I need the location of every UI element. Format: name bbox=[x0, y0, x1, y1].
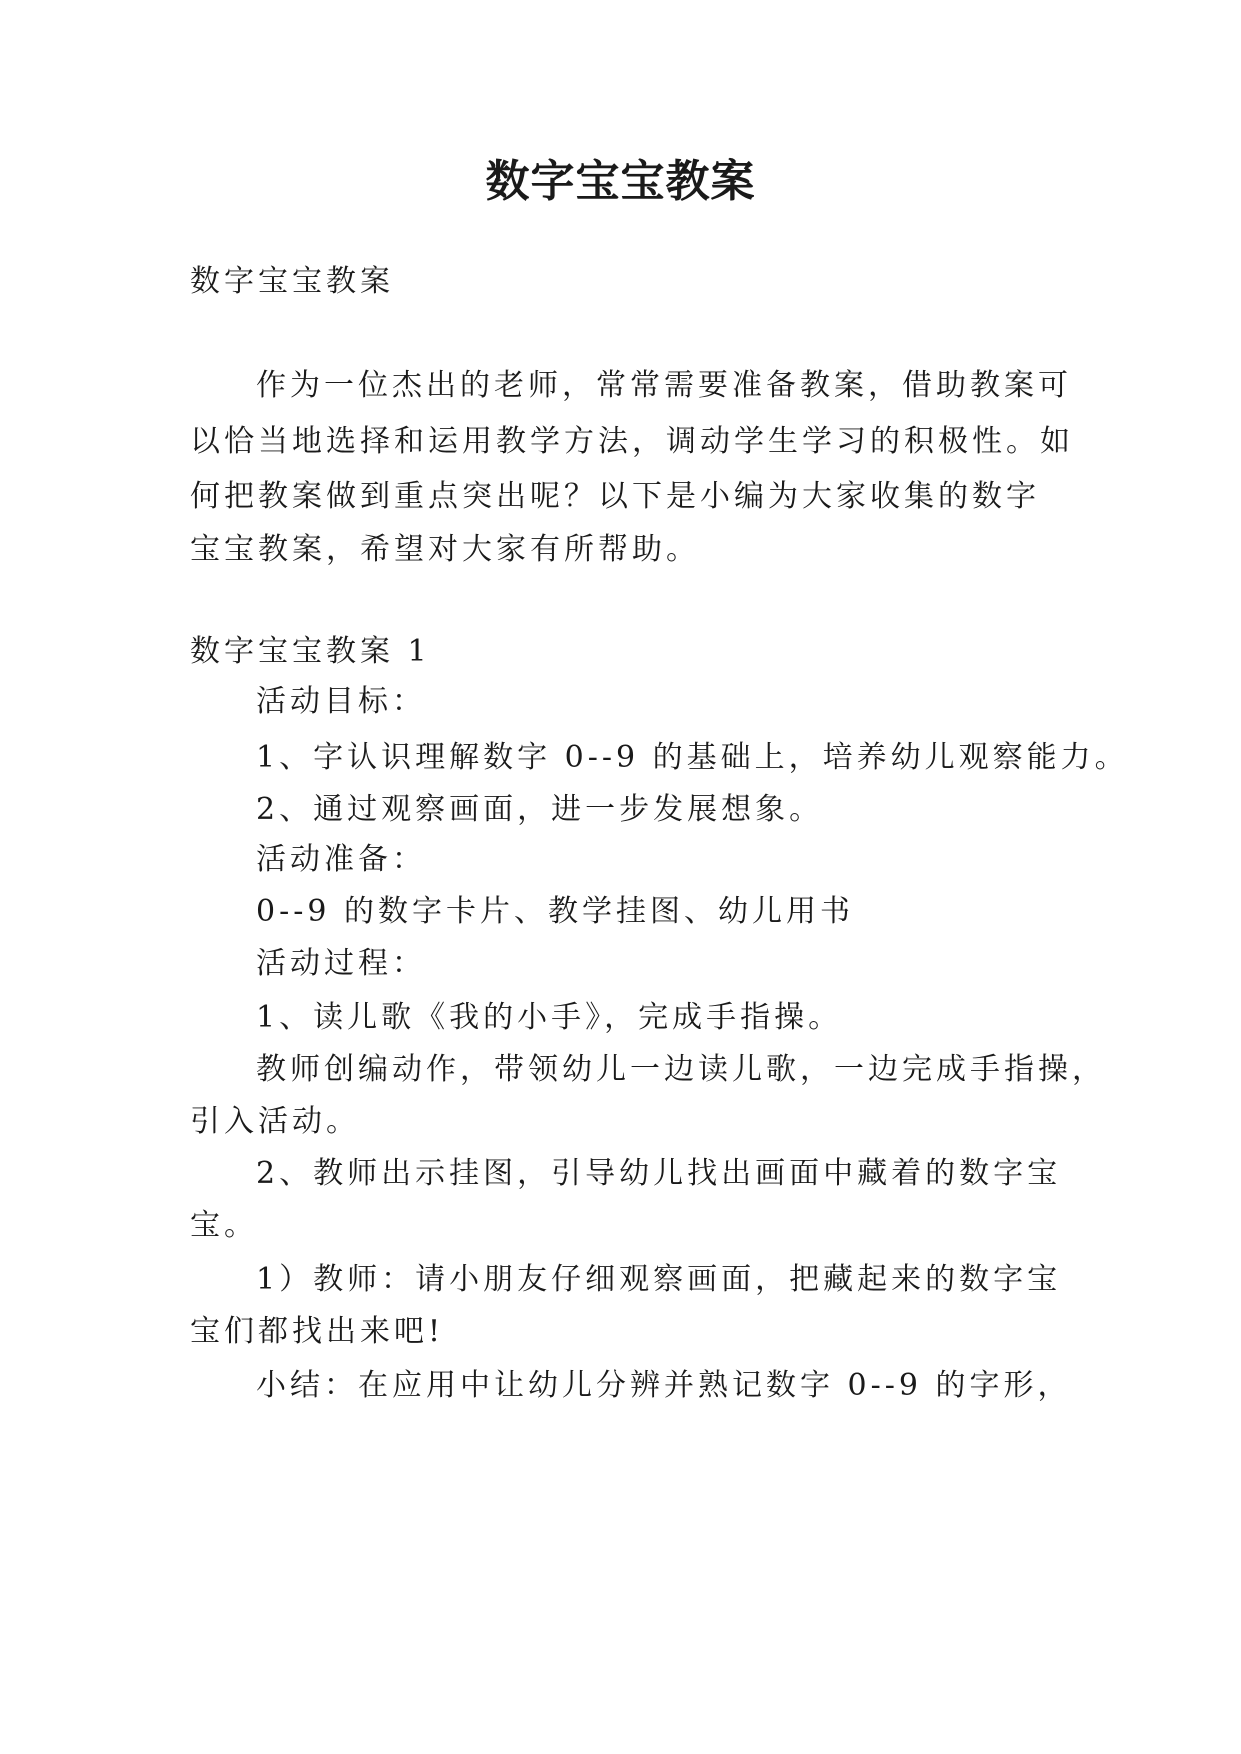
body-line: 1）教师：请小朋友仔细观察画面，把藏起来的数字宝 bbox=[256, 1262, 1062, 1297]
section-heading: 数字宝宝教案 1 bbox=[190, 634, 431, 669]
body-line: 1、读儿歌《我的小手》，完成手指操。 bbox=[256, 1000, 843, 1035]
body-line: 2、教师出示挂图，引导幼儿找出画面中藏着的数字宝 bbox=[256, 1156, 1062, 1191]
body-line: 1、字认识理解数字 0--9 的基础上，培养幼儿观察能力。 bbox=[256, 740, 1129, 775]
intro-paragraph-line: 何把教案做到重点突出呢？以下是小编为大家收集的数字 bbox=[190, 479, 1040, 514]
body-line: 引入活动。 bbox=[190, 1104, 360, 1139]
body-line: 0--9 的数字卡片、教学挂图、幼儿用书 bbox=[256, 894, 854, 929]
intro-paragraph-line: 作为一位杰出的老师，常常需要准备教案，借助教案可 bbox=[256, 368, 1072, 403]
body-line: 活动目标： bbox=[256, 684, 426, 719]
intro-paragraph-line: 以恰当地选择和运用教学方法，调动学生学习的积极性。如 bbox=[190, 424, 1074, 459]
body-line: 宝。 bbox=[190, 1208, 258, 1243]
body-line: 小结：在应用中让幼儿分辨并熟记数字 0--9 的字形， bbox=[256, 1368, 1072, 1403]
body-line: 活动准备： bbox=[256, 842, 426, 877]
body-line: 2、通过观察画面，进一步发展想象。 bbox=[256, 792, 824, 827]
intro-paragraph-line: 宝宝教案，希望对大家有所帮助。 bbox=[190, 532, 700, 567]
body-line: 教师创编动作，带领幼儿一边读儿歌，一边完成手指操， bbox=[256, 1052, 1106, 1087]
document-title: 数字宝宝教案 bbox=[485, 156, 756, 207]
document-subtitle: 数字宝宝教案 bbox=[190, 264, 394, 299]
body-line: 宝们都找出来吧! bbox=[190, 1314, 445, 1349]
body-line: 活动过程： bbox=[256, 946, 426, 981]
